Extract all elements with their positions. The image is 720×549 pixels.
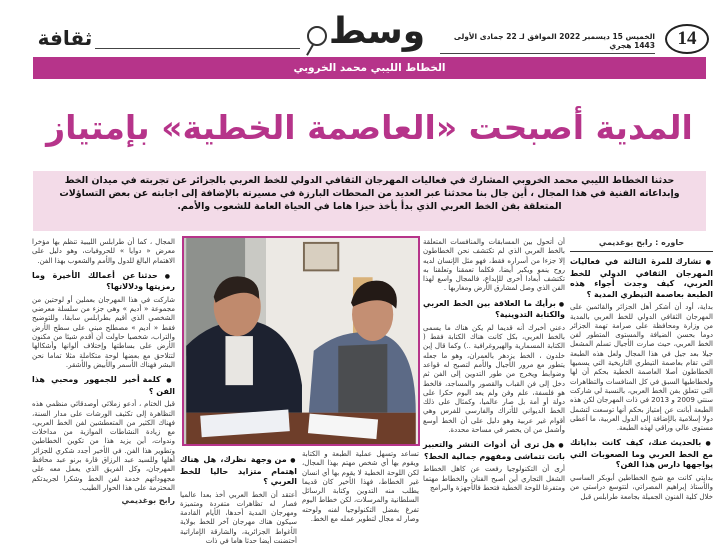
- article-column-4: [180, 450, 297, 549]
- paragraph: أعتقد أن الخط العربي أخذ بعدا عالميا فصار له تظاهرات متفردة ومتميزة ومهرجان المدية أحدها، الأيام القادمة سيكون هناك مهرجان آخر للخط بولاية الأغواط الجزائرية، والشارقة الإماراتية أحتضنت أيضا حدثا هاما في ذات: [180, 490, 297, 545]
- signature: رابح بوغديمي: [121, 496, 175, 506]
- logo-text: وسط: [328, 11, 426, 52]
- byline: حاوره : رابح بوغديمي: [570, 238, 713, 252]
- article-column-2: [423, 238, 565, 496]
- paragraph: المجال ، كما أن طرابلس الليبية تنظم بها مؤخرا معرض « دوايا » للحروفيات، وهو دليل على الاهتمام البالغ للدول والأمم والشعوب بهذا الفن.: [32, 238, 175, 265]
- interview-question: ● هل ترى أن أدوات النشر والتعبير باتت تتماشى ومفهوم جمالية الخط؟: [423, 440, 565, 462]
- paragraph: دعني أخبرك أنه قديما لم يكن هناك ما يسمى بالخط العربي، بكل كانت هناك الكتابة فقط ( الكتابة المسمارية والهيروغرافية ..) وكما قال إبن خلدون ، الخط يزدهر بالعمران، وهو ما جعله يتطور مع مرور الأجيال والأمم لتصبح له قواعد وضوابط ويخرج من طور التدوين إلى الفن ثم دخل إلى فن القباب والقصور والمساجد، فالخط هو فلسفة، علم وفن ولم يعد اليوم حكرا على دولة أو أمة بل صار عالميا، وكمثال على ذلك الخط الديواني للأتراك والفارسي للفرس وهي أقوام غير عربية وهو دليل على أن الخط أوسع وأشمل من ان يحصر في مساحة محددة.: [423, 323, 565, 435]
- kicker-bar: الخطاط الليبي محمد الخروبي: [33, 57, 706, 79]
- paragraph: بدايتي كانت مع شيخ الخطاطين أبوبكر الساسي والأستاذ إبراهيم المصراتي، لتتوسع دراستي من خلال كلية الفنون الجميلة بجامعة طرابلس قبل: [570, 473, 713, 501]
- paragraph: تساعد وتسهل عملية الطبعة و الكتابة ويقوم بها أي شخص مهتم بهذا المجال، لكن اللوحة الخطية لا يقوم بها أي انسان غير الخطاط، فهذا الأخير كان قديما يطلب منه التدوين وكتابة الرسائل السلطانية والمرسلات، لكن خطاط اليوم تفرغ بفضل التكنولوجيا لفنه ولوحته وصار له مجال لتطوير عمله مع الخط.: [302, 450, 419, 524]
- newspaper-logo: [300, 12, 430, 52]
- magnifier-icon: [307, 26, 327, 46]
- interview-question: ● بالحديث عنك، كيف كانت بداياتك مع الخط العربي وما الصعوبات التي يواجهها دارس هذا الفن؟: [570, 438, 713, 471]
- article-column-5: [32, 238, 175, 506]
- paragraph: أن أتحول بين المسابقات والمنافسات المتعلقة بالخط العربي الذي لم تكتشف نحن الخطاطون إلا جزءا من أسراره فقط، فهو مثل الإنسان لديه روح ينمو ويكبر أيضا، فكلما تعمقنا وتعلقنا به تكتشف أبعادا أخرى للإبداع، فالمجال واسع لهذا الفن الذي وصل لمشارق الأرض ومغاربها .: [423, 238, 565, 293]
- headline: المدية أصبحت «العاصمة الخطية» بإمتياز: [46, 108, 693, 147]
- photo-illustration: [184, 238, 418, 444]
- interview-question: ● من وجهة نظرك، هل هناك اهتمام متزايد حاليا للخط العربي ؟: [180, 455, 297, 488]
- divider: [95, 48, 300, 49]
- interview-question: ● حدثنا عن أعمالك الأخيرة وما رمزيتها ودلالاتها؟: [32, 271, 175, 293]
- paragraph: بداية، أود أن أشكر أهل الجزائر والقائمين على المهرجان الثقافي الدولي للخط العربي بالمدية من وزارة ومحافظة على صرامة تهمة الجزائر دوما بحسن الضيافة والمستوى المتطور لفن الخط العربي، حيث صارت الأجيال تسلم المشعل جيلا بعد جيل في هذا المجال ولعل هذه الطبعة التي تقام بعاصمة التيطري التاريخية التي يسميها الخطاطون أصلا العاصمة الخطية بحكم أن لها ولخطاطيها السبق في كل المنافسات والتظاهرات التي تتعلق بفن الخط العربي، بالنسبة لي شاركت سنتي 2009 و 2013 في ذات المهرجان لكن هذه الطبعة أبانت عن إمتياز بحكم أنها توسعت لتشمل دولا إسلامية بالإضافة إلى الدول العربية، ما أعطى مستوى عالي وراقي لهذه الطبعة.: [570, 303, 713, 433]
- article-column-3: [302, 450, 419, 527]
- paragraph: قبل الختام ، أدعو زملائي أوصدقائي منظمي هذه التظاهرة إلى تكثيف الورشات على مدار السنة، فهناك الكثير من المتعطشين لفن الخط العربي، مع زيادة النشاطات الموازية من مداخلات وندوات، أين يزيد هذا من تكوين الخطاطين وتطوير هذا الفن. في الأخير أجدد شكري للجزائر أهلها وللسيد عبد الرزاق قارة برنو عبد محافظ المهرجان، وكل الفريق الذي يعمل معه على مجهوداتهم خدمة لفن الخط وشكرا لجريدتكم المحترمة على هذا الحوار الطيب.: [32, 400, 175, 492]
- interview-question: ● تشارك للمرة الثالثة في فعاليات المهرجان الثقافي الدولي للخط العربي، كيف وجدت أجواء هذه الطبعة بعاصمة التيطري المدية ؟: [570, 257, 713, 300]
- dateline: الخميس 15 ديسمبر 2022 الموافق لـ 22 جمادى الأولى 1443 هجري: [440, 32, 655, 54]
- intro-box: حدثنا الخطاط الليبي محمد الخروبي المشارك في فعاليات المهرجان الثقافي الدولي للخط العربي بالجزائر عن تجربته في ميدان الخط وإبداعاته الفنية في هذا المجال ، أين جال بنا محدثنا عبر العديد من المحطات البارزة في مسيرته بالإضافة إلى اجابته عن بعض التساؤلات المتعلقة بفن الخط العربي الذي بدأ يأخذ حيزا هاما في الحياة العامة للشعوب والأمم.: [33, 171, 706, 231]
- interview-question: ● برأيك ما العلاقة بين الخط العربي والكتابة التدوينية؟: [423, 299, 565, 321]
- paragraph: أرى أن التكنولوجيا رفعت عن كاهل الخطاط الشغل التجاري أين أصبح الفنان والخطاط مهتما ومتفرغا للوحة الخطية فتحط فالأجهزة والبرامج: [423, 465, 565, 492]
- page-number: 14: [665, 24, 709, 54]
- paragraph: شاركت في هذا المهرجان بعملين أو لوحتين من مجموعة « أديم » وهي جزء من سلسلة معرضي الشخصي الذي أقيم بطرابلس سابقا، وللتوضيح فقط « أديم » مصطلح مبني على سطح الأرض والتراب، شخصيا حاولت أن أقدم شيئا من مكنون الأرض على بساطتها وإختلاف ألوانها وأشكالها لتتلاحق مع بعضها لوحة متكاملة مثلا تماما نحن البشر فهناك الأسمر والأبيض والأشقر.: [32, 295, 175, 369]
- interview-question: ● كلمة أخير للجمهور ومحبي هذا الفن ؟: [32, 375, 175, 397]
- article-photo: [182, 236, 420, 446]
- article-column-1: [570, 238, 713, 505]
- section-title: ثقافة: [37, 26, 93, 50]
